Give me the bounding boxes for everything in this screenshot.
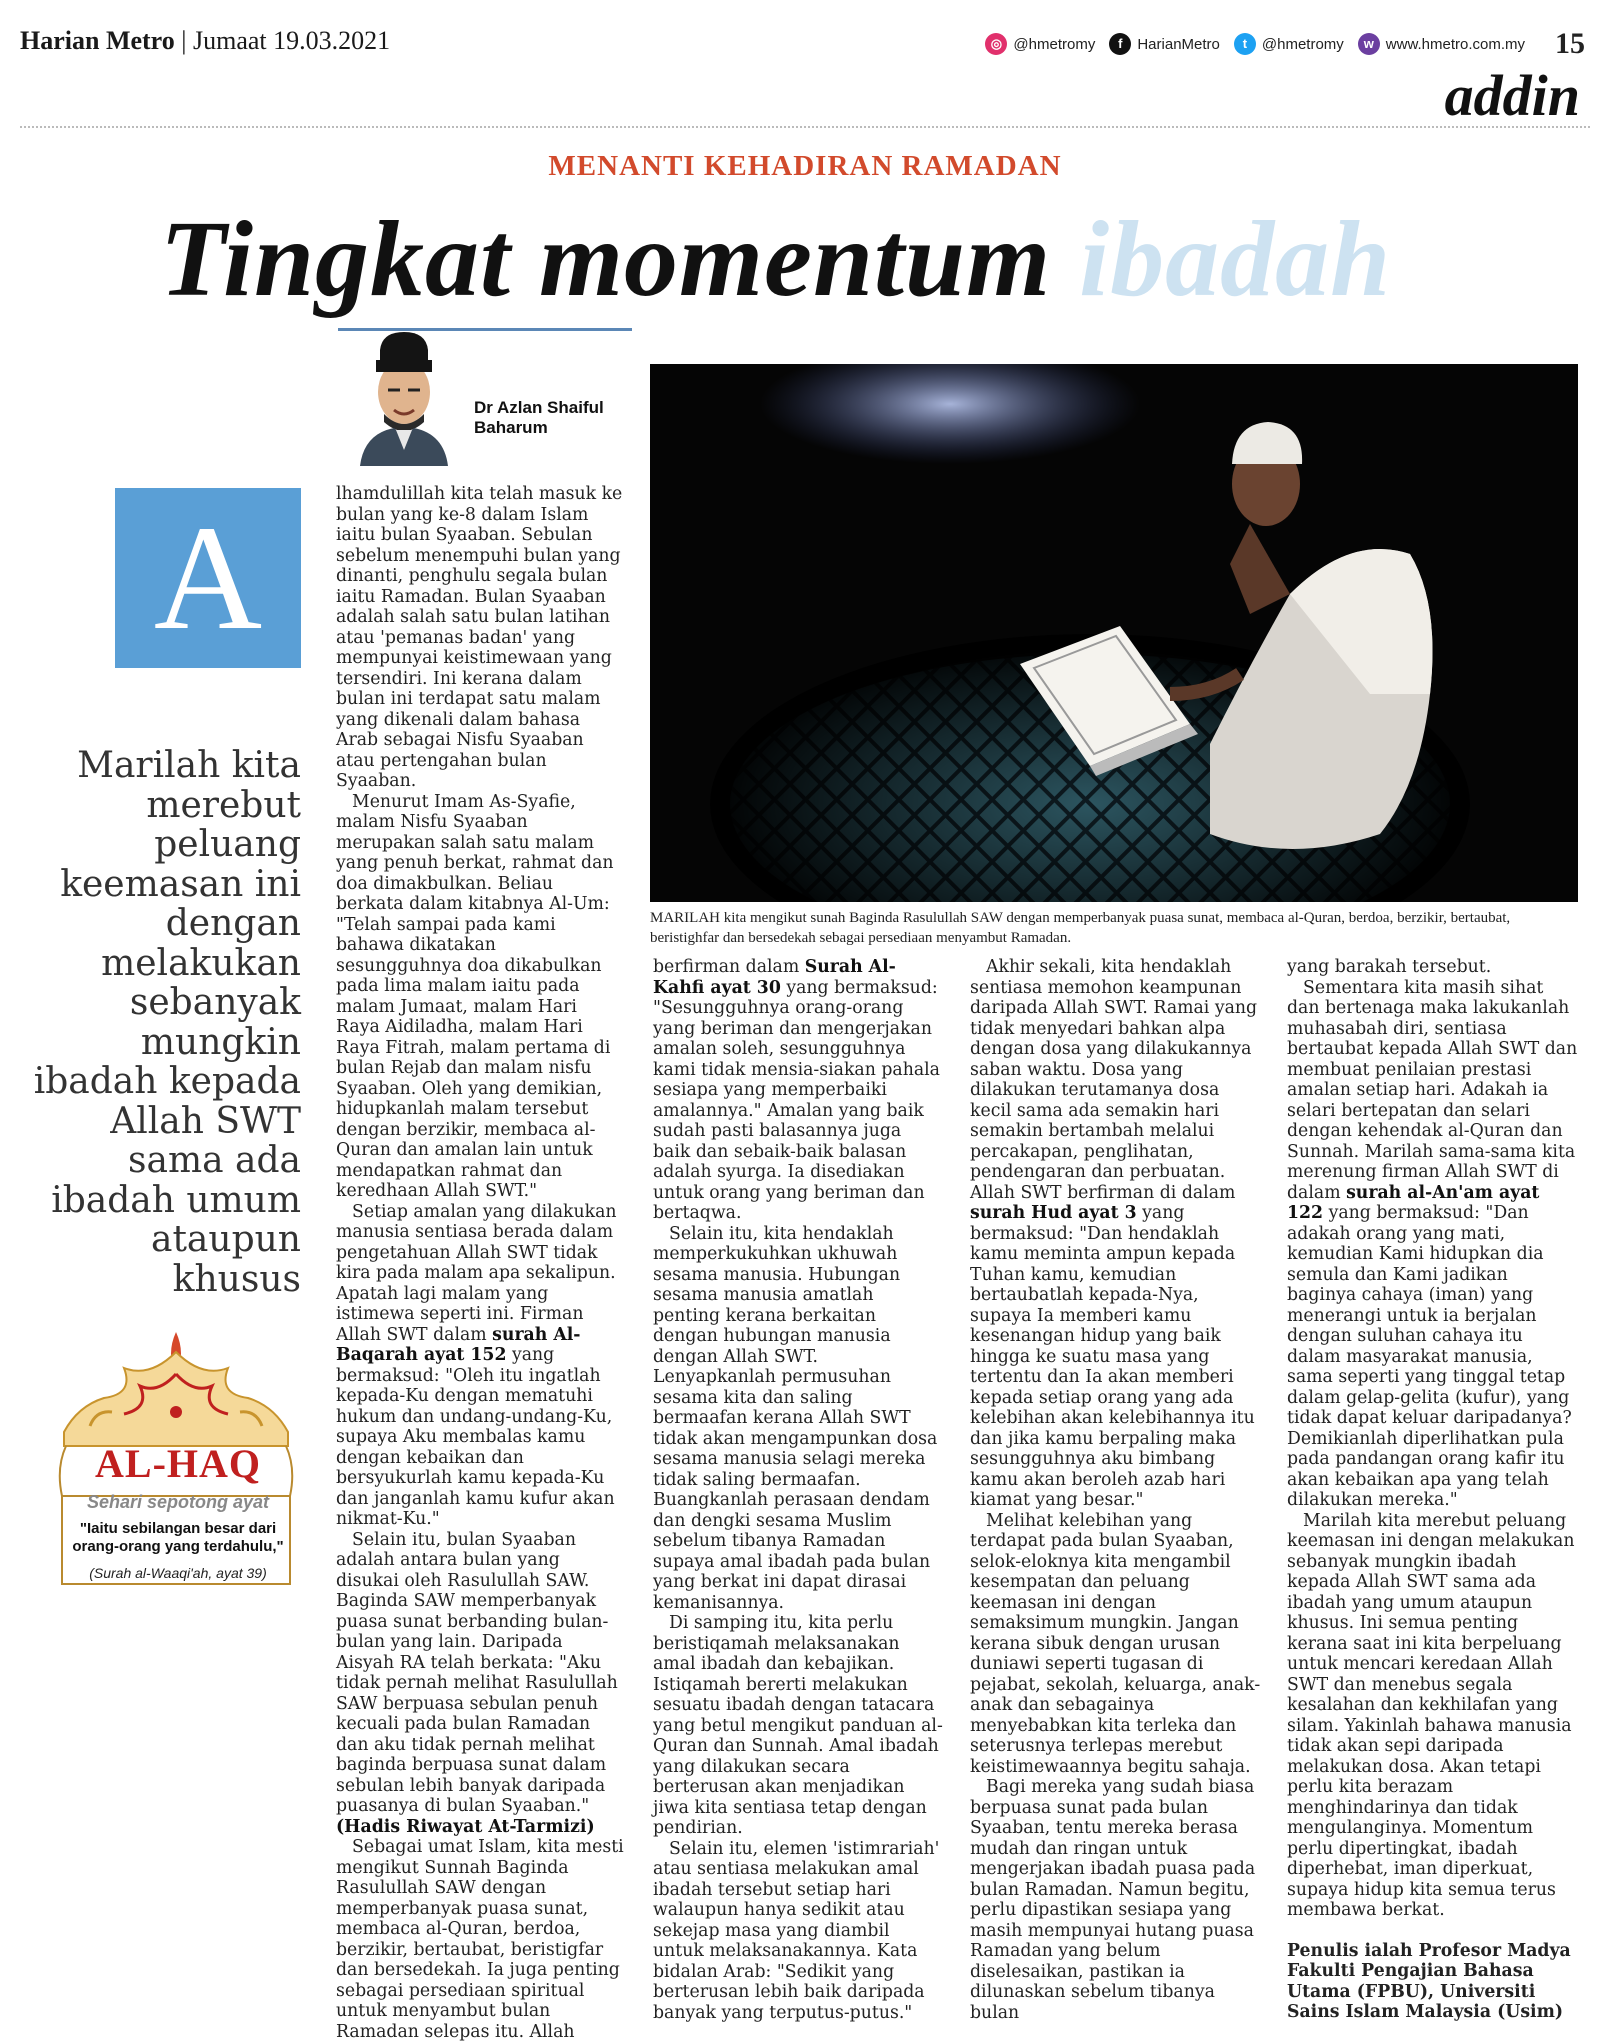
paragraph: Melihat kelebihan yang terdapat pada bulan Syaaban, selok-eloknya kita mengambil kesempatan dan peluang keemasan ini dengan semaksimum mungkin. Jangan kerana sibuk dengan urusan duniawi seperti tugasan di pejabat, sekolah, keluarga, anak-anak dan sebagainya menyebabkan kita terleka dan seterusnya terlepas merebut keistimewaannya begitu sahaja. — [970, 1510, 1261, 1777]
paragraph: Sementara kita masih sihat dan bertenaga maka lakukanlah muhasabah diri, sentiasa bertaubat kepada Allah SWT dan membuat penilaian prestasi amalan setiap hari. Adakah ia selari bertepatan dan selari dengan kehendak al-Quran dan Sunnah. Marilah sama-sama kita merenung firman Allah SWT di dalam surah al-An'am ayat 122 yang bermaksud: "Dan adakah orang yang mati, kemudian Kami hidupkan dia semula dan Kami jadikan baginya cahaya (iman) yang menerangi untuk ia berjalan dengan suluhan cahaya itu dalam masyarakat manusia, sama seperti yang tinggal tetap dalam gelap-gelita (kufur), yang tidak dapat keluar daripadanya? Demikianlah diperlihatkan pula pada pandangan orang kafir itu akan kebaikan apa yang telah dilakukan mereka." — [1287, 977, 1578, 1510]
paragraph: Di samping itu, kita perlu beristiqamah melaksanakan amal ibadah dan kebajikan. Istiqamah bererti melakukan sesuatu ibadah dengan tatacara yang betul mengikut panduan al-Quran dan Sunnah. Amal ibadah yang dilakukan secara berterusan akan menjadikan jiwa kita sentiasa tetap dengan pendirian. — [653, 1613, 943, 1838]
instagram-icon: ◎ — [985, 33, 1007, 55]
paragraph: yang barakah tersebut. — [1287, 957, 1492, 977]
photo-caption: MARILAH kita mengikut sunah Baginda Rasulullah SAW dengan memperbanyak puasa sunat, membaca al-Quran, berdoa, berzikir, bertaubat, beristighfar dan bersedekah sebagai persediaan menyambut Ramadan. — [650, 910, 1511, 946]
social-facebook[interactable] — [1109, 33, 1220, 55]
article-column-4 — [1287, 957, 1580, 2023]
paragraph: Bagi mereka yang sudah biasa berpuasa sunat pada bulan Syaaban, tentu mereka berasa mudah dan ringan untuk mengerjakan ibadah puasa pada bulan Ramadan. Namun begitu, perlu dipastikan sesiapa yang masih mempunyai hutang puasa Ramadan yang belum diselesaikan, pastikan ia dilunaskan sebelum tibanya bulan — [970, 1777, 1256, 2023]
author-avatar — [354, 330, 454, 466]
social-website[interactable] — [1358, 33, 1525, 55]
page-number: 15 — [1555, 27, 1585, 60]
social-links — [985, 24, 1585, 64]
author-name — [474, 398, 604, 438]
facebook-handle: HarianMetro — [1137, 35, 1220, 53]
verse-ref: surah Hud ayat 3 — [970, 1203, 1137, 1223]
article-column-1 — [336, 484, 626, 2042]
pull-quote: Marilah kita merebut peluang keemasan ini dengan melakukan sebanyak mungkin ibadah kepada Allah SWT sama ada ibadah umum ataupun khusus — [33, 745, 301, 1300]
paragraph: berfirman dalam Surah Al-Kahfi ayat 30 yang bermaksud: "Sesungguhnya orang-orang yang beriman dan mengerjakan amalan soleh, sesungguhnya kami tidak mensia-siakan pahala sesiapa yang memperbaiki amalannya." Amalan yang baik sudah pasti balasannya juga baik dan sebaik-baik balasan adalah syurga. Ia disediakan untuk orang yang beriman dan bertaqwa. — [653, 957, 940, 1223]
verse-ref: surah Al-Baqarah ayat 152 — [336, 1324, 581, 1365]
verse-ref: Surah Al-Kahfi ayat 30 — [653, 957, 896, 998]
article-photo — [650, 364, 1578, 902]
social-twitter[interactable] — [1234, 33, 1344, 55]
paper-name: Harian Metro — [20, 26, 175, 55]
paragraph: Sebagai umat Islam, kita mesti mengikut Sunnah Baginda Rasulullah SAW dengan memperbanyak puasa sunat, membaca al-Quran, berdoa, berzikir, bertaubat, beristigfar dan bersedekah. Ia juga penting sebagai persediaan spiritual untuk menyambut bulan Ramadan selepas itu. Allah — [336, 1837, 624, 2042]
alhaq-reference: (Surah al-Waaqi'ah, ayat 39) — [89, 1565, 267, 1581]
author-bio: Penulis ialah Profesor Madya Fakulti Pengajian Bahasa Utama (FPBU), Universiti Sains Islam Malaysia (Usim) — [1287, 1940, 1571, 2022]
social-instagram[interactable] — [985, 33, 1095, 55]
article-column-3 — [970, 957, 1265, 2023]
paragraph: Allah SWT berfirman di dalam surah Hud ayat 3 yang bermaksud: "Dan hendaklah kamu meminta ampun kepada Tuhan kamu, kemudian bertaubatlah kepada-Nya, supaya Ia memberi kamu kesenangan hidup yang baik hingga ke suatu masa yang tertentu dan Ia akan memberi kepada setiap orang yang ada kelebihan akan kelebihannya itu dan jika kamu berpaling maka sesungguhnya aku bimbang kamu akan beroleh azab hari kiamat yang besar." — [970, 1182, 1255, 1510]
author-name-line2: Baharum — [474, 418, 548, 437]
issue-date: Jumaat 19.03.2021 — [192, 26, 391, 55]
article-column-2 — [653, 957, 943, 2023]
paragraph: Menurut Imam As-Syafie, malam Nisfu Syaaban merupakan salah satu malam yang penuh berkat, rahmat dan doa dimakbulkan. Beliau berkata dalam kitabnya Al-Um: "Telah sampai pada kami bahawa dikatakan sesungguhnya doa dikabulkan pada lima malam iaitu pada malam Jumaat, malam Hari Raya Aidiladha, malam Hari Raya Fitrah, malam pertama di bulan Rejab dan malam nisfu Syaaban. Oleh yang demikian, hidupkanlah malam tersebut dengan berzikir, membaca al-Quran dan amalan lain untuk mendapatkan rahmat dan keredhaan Allah SWT." — [336, 791, 614, 1201]
alhaq-subtitle: Sehari sepotong ayat — [86, 1492, 270, 1512]
headline-main: Tingkat momentum — [160, 200, 1052, 319]
instagram-handle: @hmetromy — [1013, 35, 1096, 53]
kicker: MENANTI KEHADIRAN RAMADAN — [548, 150, 1062, 182]
facebook-icon: f — [1109, 33, 1131, 55]
verse-ref: surah al-An'am ayat 122 — [1287, 1182, 1540, 1223]
alhaq-title: AL-HAQ — [95, 1441, 261, 1486]
website-url: www.hmetro.com.my — [1385, 35, 1525, 53]
alhaq-quote: "Iaitu sebilangan besar dari orang-orang yang terdahulu," — [72, 1520, 284, 1555]
hadith-ref: (Hadis Riwayat At-Tarmizi) — [336, 1816, 595, 1837]
twitter-handle: @hmetromy — [1261, 35, 1344, 53]
drop-cap: A — [115, 488, 301, 668]
paragraph: lhamdulillah kita telah masuk ke bulan yang ke-8 dalam Islam iaitu bulan Syaaban. Sebulan sebelum menempuhi bulan yang dinanti, penghulu segala bulan iaitu Ramadan. Bulan Syaaban adalah salah satu bulan latihan atau 'pemanas badan' yang mempunyai keistimewaan yang tersendiri. Ini kerana dalam bulan ini terdapat satu malam yang dikenali dalam bahasa Arab sebagai Nisfu Syaaban atau pertengahan bulan Syaaban. — [336, 484, 623, 791]
section-title: addin — [1444, 63, 1580, 128]
paragraph: Selain itu, kita hendaklah memperkukuhkan ukhuwah sesama manusia. Hubungan sesama manusia amatlah penting kerana berkaitan dengan hubungan manusia dengan Allah SWT. Lenyapkanlah permusuhan sesama kita dan saling bermaafan kerana Allah SWT tidak akan mengampunkan dosa sesama manusia selagi mereka tidak saling bermaafan. Buangkanlah perasaan dendam dan dengki sesama Muslim sebelum tibanya Ramadan supaya amal ibadah pada bulan yang berkat ini dapat dirasai kemanisannya. — [653, 1223, 938, 1613]
masthead: Harian Metro | Jumaat 19.03.2021 — [20, 26, 391, 55]
headline — [160, 198, 1391, 322]
divider — [20, 126, 1590, 128]
paragraph: Akhir sekali, kita hendaklah sentiasa memohon keampunan daripada Allah SWT. Ramai yang tidak menyedari bahkan alpa dengan dosa yang dilakukannya saban waktu. Dosa yang dilakukan terutamanya dosa kecil sama ada semakin hari semakin bertambah melalui percakapan, penglihatan, pendengaran dan perbuatan. — [970, 957, 1258, 1182]
author-name-line1: Dr Azlan Shaiful — [474, 398, 604, 417]
headline-accent: ibadah — [1079, 200, 1392, 319]
twitter-icon: t — [1234, 33, 1256, 55]
paragraph: Marilah kita merebut peluang keemasan ini dengan melakukan sebanyak mungkin ibadah kepada Allah SWT sama ada ibadah yang umum ataupun khusus. Ini semua penting kerana saat ini kita berpeluang untuk mencari keredaan Allah SWT dan menebus segala kesalahan dan kekhilafan yang silam. Yakinlah bahawa manusia tidak akan sepi daripada melakukan dosa. Akan tetapi perlu kita berazam menghindarinya dan tidak mengulanginya. Momentum perlu dipertingkat, ibadah diperhebat, iman diperkuat, supaya hidup kita semua terus membawa berkat. — [1287, 1510, 1575, 1920]
paragraph: Selain itu, bulan Syaaban adalah antara bulan yang disukai oleh Rasulullah SAW. Baginda SAW memperbanyak puasa sunat berbanding bulan-bulan yang lain. Daripada Aisyah RA telah berkata: "Aku tidak pernah melihat Rasulullah SAW berpuasa sebulan penuh kecuali pada bulan Ramadan dan aku tidak pernah melihat baginda berpuasa sunat dalam sebulan lebih banyak daripada puasanya di bulan Syaaban." (Hadis Riwayat At-Tarmizi) — [336, 1529, 618, 1837]
web-icon: w — [1358, 33, 1380, 55]
paragraph: Setiap amalan yang dilakukan manusia sentiasa berada dalam pengetahuan Allah SWT tidak kira pada malam apa sekalipun. Apatah lagi malam yang istimewa seperti ini. Firman Allah SWT dalam surah Al-Baqarah ayat 152 yang bermaksud: "Oleh itu ingatlah kepada-Ku dengan mematuhi hukum dan undang-undang-Ku, supaya Aku membalas kamu dengan kebaikan dan bersyukurlah kamu kepada-Ku dan janganlah kamu kufur akan nikmat-Ku." — [336, 1201, 617, 1529]
paragraph: Selain itu, elemen 'istimrariah' atau sentiasa melakukan amal ibadah tersebut setiap hari walaupun hanya sedikit atau sekejap masa yang diambil untuk melaksanakannya. Kata bidalan Arab: "Sedikit yang berterusan lebih baik daripada banyak yang terputus-putus." — [653, 1838, 940, 2023]
